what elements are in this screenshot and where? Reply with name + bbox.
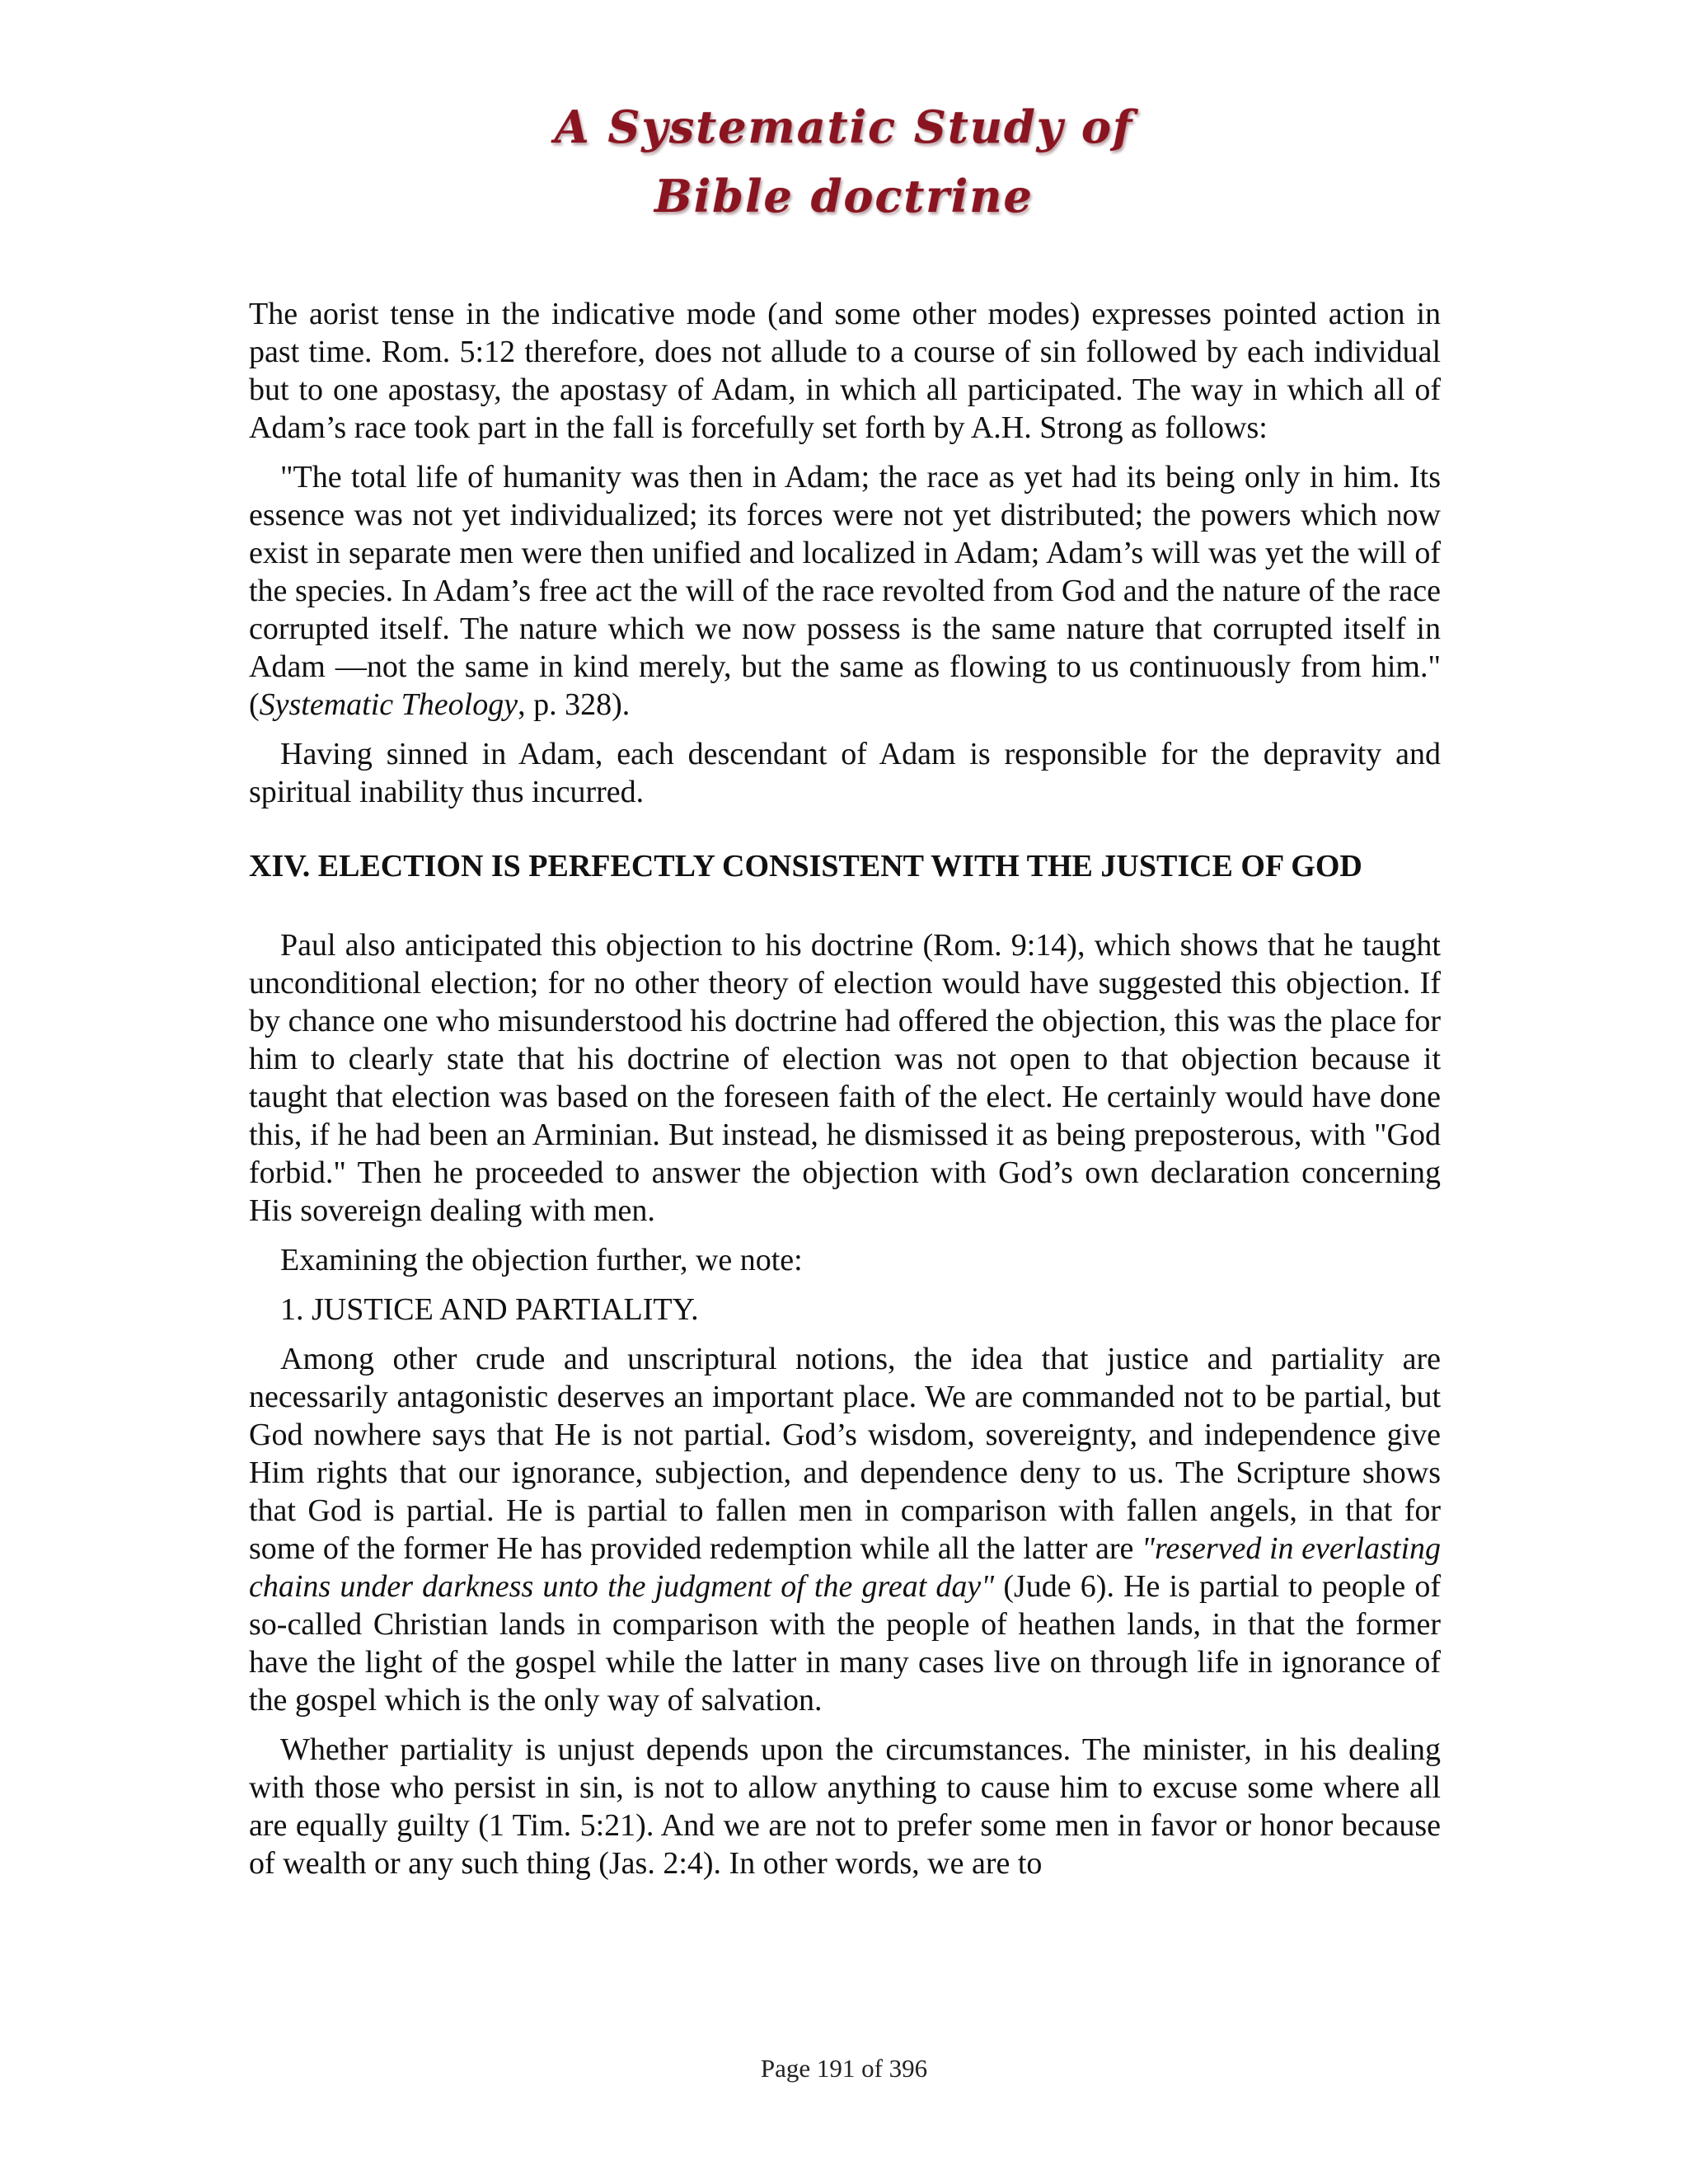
jude-quote: "reserved in everlasting chains under darkness unto the judgment of the great day" <box>249 1531 1442 1604</box>
quote-source-rest: , p. 328). <box>518 687 631 722</box>
logo-line-1: A Systematic Study of <box>554 101 1134 153</box>
page-number: Page 191 of 396 <box>760 2054 928 2083</box>
book-title-logo <box>0 92 1688 231</box>
paragraph-aorist-tense: The aorist tense in the indicative mode (and some other modes) expresses pointed action in past time. Rom. 5:12 therefore, does not allude to a course of sin followed by each individual but to one apostasy, the apostasy of Adam, in which all participated. The way in which all of Adam’s race took part in the fall is forcefully set forth by A.H. Strong as follows: <box>249 297 1441 445</box>
quote-source-title: Systematic Theology <box>259 687 518 722</box>
partiality-text-end: (Jude 6). He is partial to people of so-called Christian lands in comparison with the people of heathen lands, in that the former have the light of the gospel while the latter in many cases live on through life in ignorance of the gospel which is the only way of salvation. <box>249 1569 1441 1718</box>
strong-quote-text: "The total life of humanity was then in Adam; the race as yet had its being only in him. Its essence was not yet individualized; its forces were not yet distributed; the powers which now exist in separate men were then unified and localized in Adam; Adam’s will was yet the will of the species. In Adam’s free act the will of the race revolted from God and the nature of the race corrupted itself. The nature which we now possess is the same nature that corrupted itself in Adam —not the same in kind merely, but the same as flowing to us continuously from him." ( <box>249 460 1441 722</box>
subheading-justice-partiality: 1. JUSTICE AND PARTIALITY. <box>280 1292 699 1327</box>
logo-line-2: Bible doctrine <box>654 170 1034 223</box>
paragraph-partiality <box>249 1340 1441 1719</box>
partiality-text-start: Among other crude and unscriptural notions, the idea that justice and partiality are necessarily antagonistic deserves an important place. We are commanded not to be partial, but God nowhere says that He is not partial. God’s wisdom, sovereignty, and independence give Him rights that our ignorance, subjection, and dependence deny to us. The Scripture shows that God is partial. He is partial to fallen men in comparison with fallen angels, in that for some of the former He has provided redemption while all the latter are <box>249 1342 1441 1566</box>
paragraph-examining: Examining the objection further, we note: <box>280 1243 803 1277</box>
section-heading: XIV. ELECTION IS PERFECTLY CONSISTENT WITH THE JUSTICE OF GOD <box>249 849 1362 883</box>
page-body <box>249 295 1441 1894</box>
paragraph-unjust-partiality: Whether partiality is unjust depends upon the circumstances. The minister, in his dealing with those who persist in sin, is not to allow anything to cause him to excuse some where all are equally guilty (1 Tim. 5:21). And we are not to prefer some men in favor or honor because of wealth or any such thing (Jas. 2:4). In other words, we are to <box>249 1732 1441 1881</box>
strong-quote-paragraph <box>249 458 1441 724</box>
paragraph-paul-objection: Paul also anticipated this objection to his doctrine (Rom. 9:14), which shows that he taught unconditional election; for no other theory of election would have suggested this objection. If by chance one who misunderstood his doctrine had offered the objection, this was the place for him to clearly state that his doctrine of election was not open to that objection because it taught that election was based on the foreseen faith of the elect. He certainly would have done this, if he had been an Arminian. But instead, he dismissed it as being preposterous, with "God forbid." Then he proceeded to answer the objection with God’s own declaration concerning His sovereign dealing with men. <box>249 928 1441 1228</box>
paragraph-sinned-in-adam: Having sinned in Adam, each descendant of Adam is responsible for the depravity and spiritual inability thus incurred. <box>249 737 1441 809</box>
